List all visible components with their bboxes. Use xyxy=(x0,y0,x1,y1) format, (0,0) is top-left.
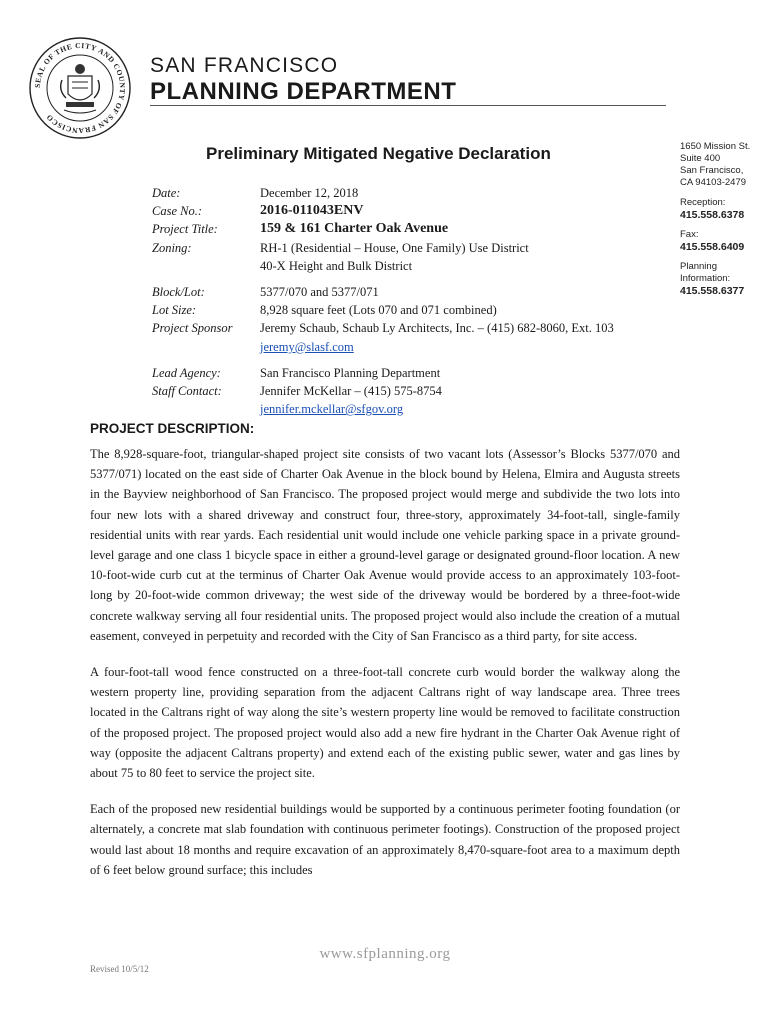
body-paragraph: A four-foot-tall wood fence constructed on a three-foot-tall concrete curb would border the walkway along the western property line, providing separation from the adjacent Caltrans right of way landscape area. Three trees located in the Caltrans right of way along the site’s western property line would be removed to facilitate construction of the proposed project. The proposed project would also add a new fire hydrant in the Charter Oak Avenue right of way (opposite the adjacent Caltrans property) and extend each of the existing public sewer, water and gas lines by about 75 to 80 feet to service the project site. xyxy=(90,665,680,781)
info-label: Date: xyxy=(152,186,181,200)
fax-block xyxy=(680,229,770,253)
header-divider xyxy=(150,105,666,106)
info-value xyxy=(260,319,670,355)
staff-text: Jennifer McKellar – (415) 575-8754 xyxy=(260,384,442,399)
city-seal-logo xyxy=(28,36,132,140)
info-label: Staff Contact: xyxy=(152,384,222,399)
staff-email-link[interactable]: jennifer.mckellar@sfgov.org xyxy=(260,402,404,417)
sponsor-text: Jeremy Schaub, Schaub Ly Architects, Inc. – (415) 682-8060, Ext. 103 xyxy=(260,321,614,336)
info-row-sponsor xyxy=(152,319,670,355)
planning-phone: 415.558.6377 xyxy=(680,285,745,297)
body-paragraph: Each of the proposed new residential buildings would be supported by a continuous perimeter footing foundation (or alternately, a concrete mat slab foundation with continuous perimeter footings). Construction of the proposed project would last about 18 months and require excavation of an approximately 8,470-square-foot area to a maximum depth of 6 feet below ground surface; this includes xyxy=(90,802,680,877)
address-line: 1650 Mission St. xyxy=(680,141,751,152)
address-line: Suite 400 xyxy=(680,153,721,164)
address-line: San Francisco, xyxy=(680,165,744,176)
info-label: Project Title: xyxy=(152,222,218,237)
address-line: CA 94103-2479 xyxy=(680,177,747,188)
info-label: Block/Lot: xyxy=(152,285,205,300)
info-row-case xyxy=(152,202,670,220)
contact-sidebar xyxy=(680,141,770,305)
project-info-table xyxy=(152,184,670,418)
zoning-line: 40-X Height and Bulk District xyxy=(260,258,413,273)
zoning-line: RH-1 (Residential – House, One Family) Use District xyxy=(260,240,529,255)
info-value: 2016-011043ENV xyxy=(260,203,364,219)
info-row-date xyxy=(152,184,670,202)
planning-info-block xyxy=(680,261,770,297)
planning-label: Information: xyxy=(680,273,731,284)
info-value: San Francisco Planning Department xyxy=(260,365,441,380)
project-description-body xyxy=(90,444,680,896)
info-row-block-lot xyxy=(152,283,670,301)
info-row-staff-contact xyxy=(152,382,670,418)
info-row-lot-size xyxy=(152,301,670,319)
info-row-project-title xyxy=(152,220,670,238)
sponsor-email-link[interactable]: jeremy@slasf.com xyxy=(260,339,354,354)
info-label: Zoning: xyxy=(152,240,192,255)
info-value: December 12, 2018 xyxy=(260,186,359,200)
info-label: Case No.: xyxy=(152,204,202,219)
section-heading: PROJECT DESCRIPTION: xyxy=(90,421,255,436)
planning-label: Planning xyxy=(680,261,717,272)
body-paragraph: The 8,928-square-foot, triangular-shaped project site consists of two vacant lots (Assessor’s Blocks 5377/070 and 5377/071) located on the east side of Charter Oak Avenue in the block bound by Helena, Elmira and Augusta streets in the Bayview neighborhood of San Francisco. The proposed project would merge and subdivide the two lots into four new lots with a shared driveway and construct four, three-story, approximately 34-foot-tall, single-family residential units with rear yards. Each residential unit would include one vehicle parking space in a private ground-level garage and one class 1 bicycle space in either a ground-level garage or designated ground-floor location. A new 10-foot-wide curb cut at the terminus of Charter Oak Avenue would provide access to an approximately 103-foot-long by 20-foot-wide common driveway; the west side of the driveway would be bordered by a three-foot-wide concrete walkway serving all four residential units. The proposed project would also include the creation of a mutual easement, conveyed in perpetuity and recorded with the City of San Francisco as a third party, for site access. xyxy=(90,447,680,643)
info-value: 5377/070 and 5377/071 xyxy=(260,285,379,300)
revision-note: Revised 10/5/12 xyxy=(90,964,149,974)
fax-label: Fax: xyxy=(680,229,699,240)
reception-label: Reception: xyxy=(680,197,726,208)
info-row-lead-agency xyxy=(152,364,670,382)
info-label: Lot Size: xyxy=(152,303,197,318)
reception-block xyxy=(680,197,770,221)
document-title: Preliminary Mitigated Negative Declaration xyxy=(206,144,551,163)
info-value xyxy=(260,239,670,275)
info-label: Project Sponsor xyxy=(152,321,233,336)
reception-phone: 415.558.6378 xyxy=(680,209,745,221)
info-value: 8,928 square feet (Lots 070 and 071 combined) xyxy=(260,303,497,318)
svg-text:SEAL OF THE CITY AND COUNTY OF: SEAL OF THE CITY AND COUNTY OF SAN FRANCISCO xyxy=(32,40,128,136)
info-row-zoning xyxy=(152,239,670,275)
footer-website-link[interactable]: www.sfplanning.org xyxy=(319,946,451,962)
info-value xyxy=(260,382,670,418)
info-value: 159 & 161 Charter Oak Avenue xyxy=(260,221,449,237)
address-block xyxy=(680,141,770,189)
fax-phone: 415.558.6409 xyxy=(680,241,745,253)
org-city-name: SAN FRANCISCO xyxy=(150,54,339,77)
info-label: Lead Agency: xyxy=(152,365,221,380)
org-department-name: PLANNING DEPARTMENT xyxy=(150,78,457,105)
